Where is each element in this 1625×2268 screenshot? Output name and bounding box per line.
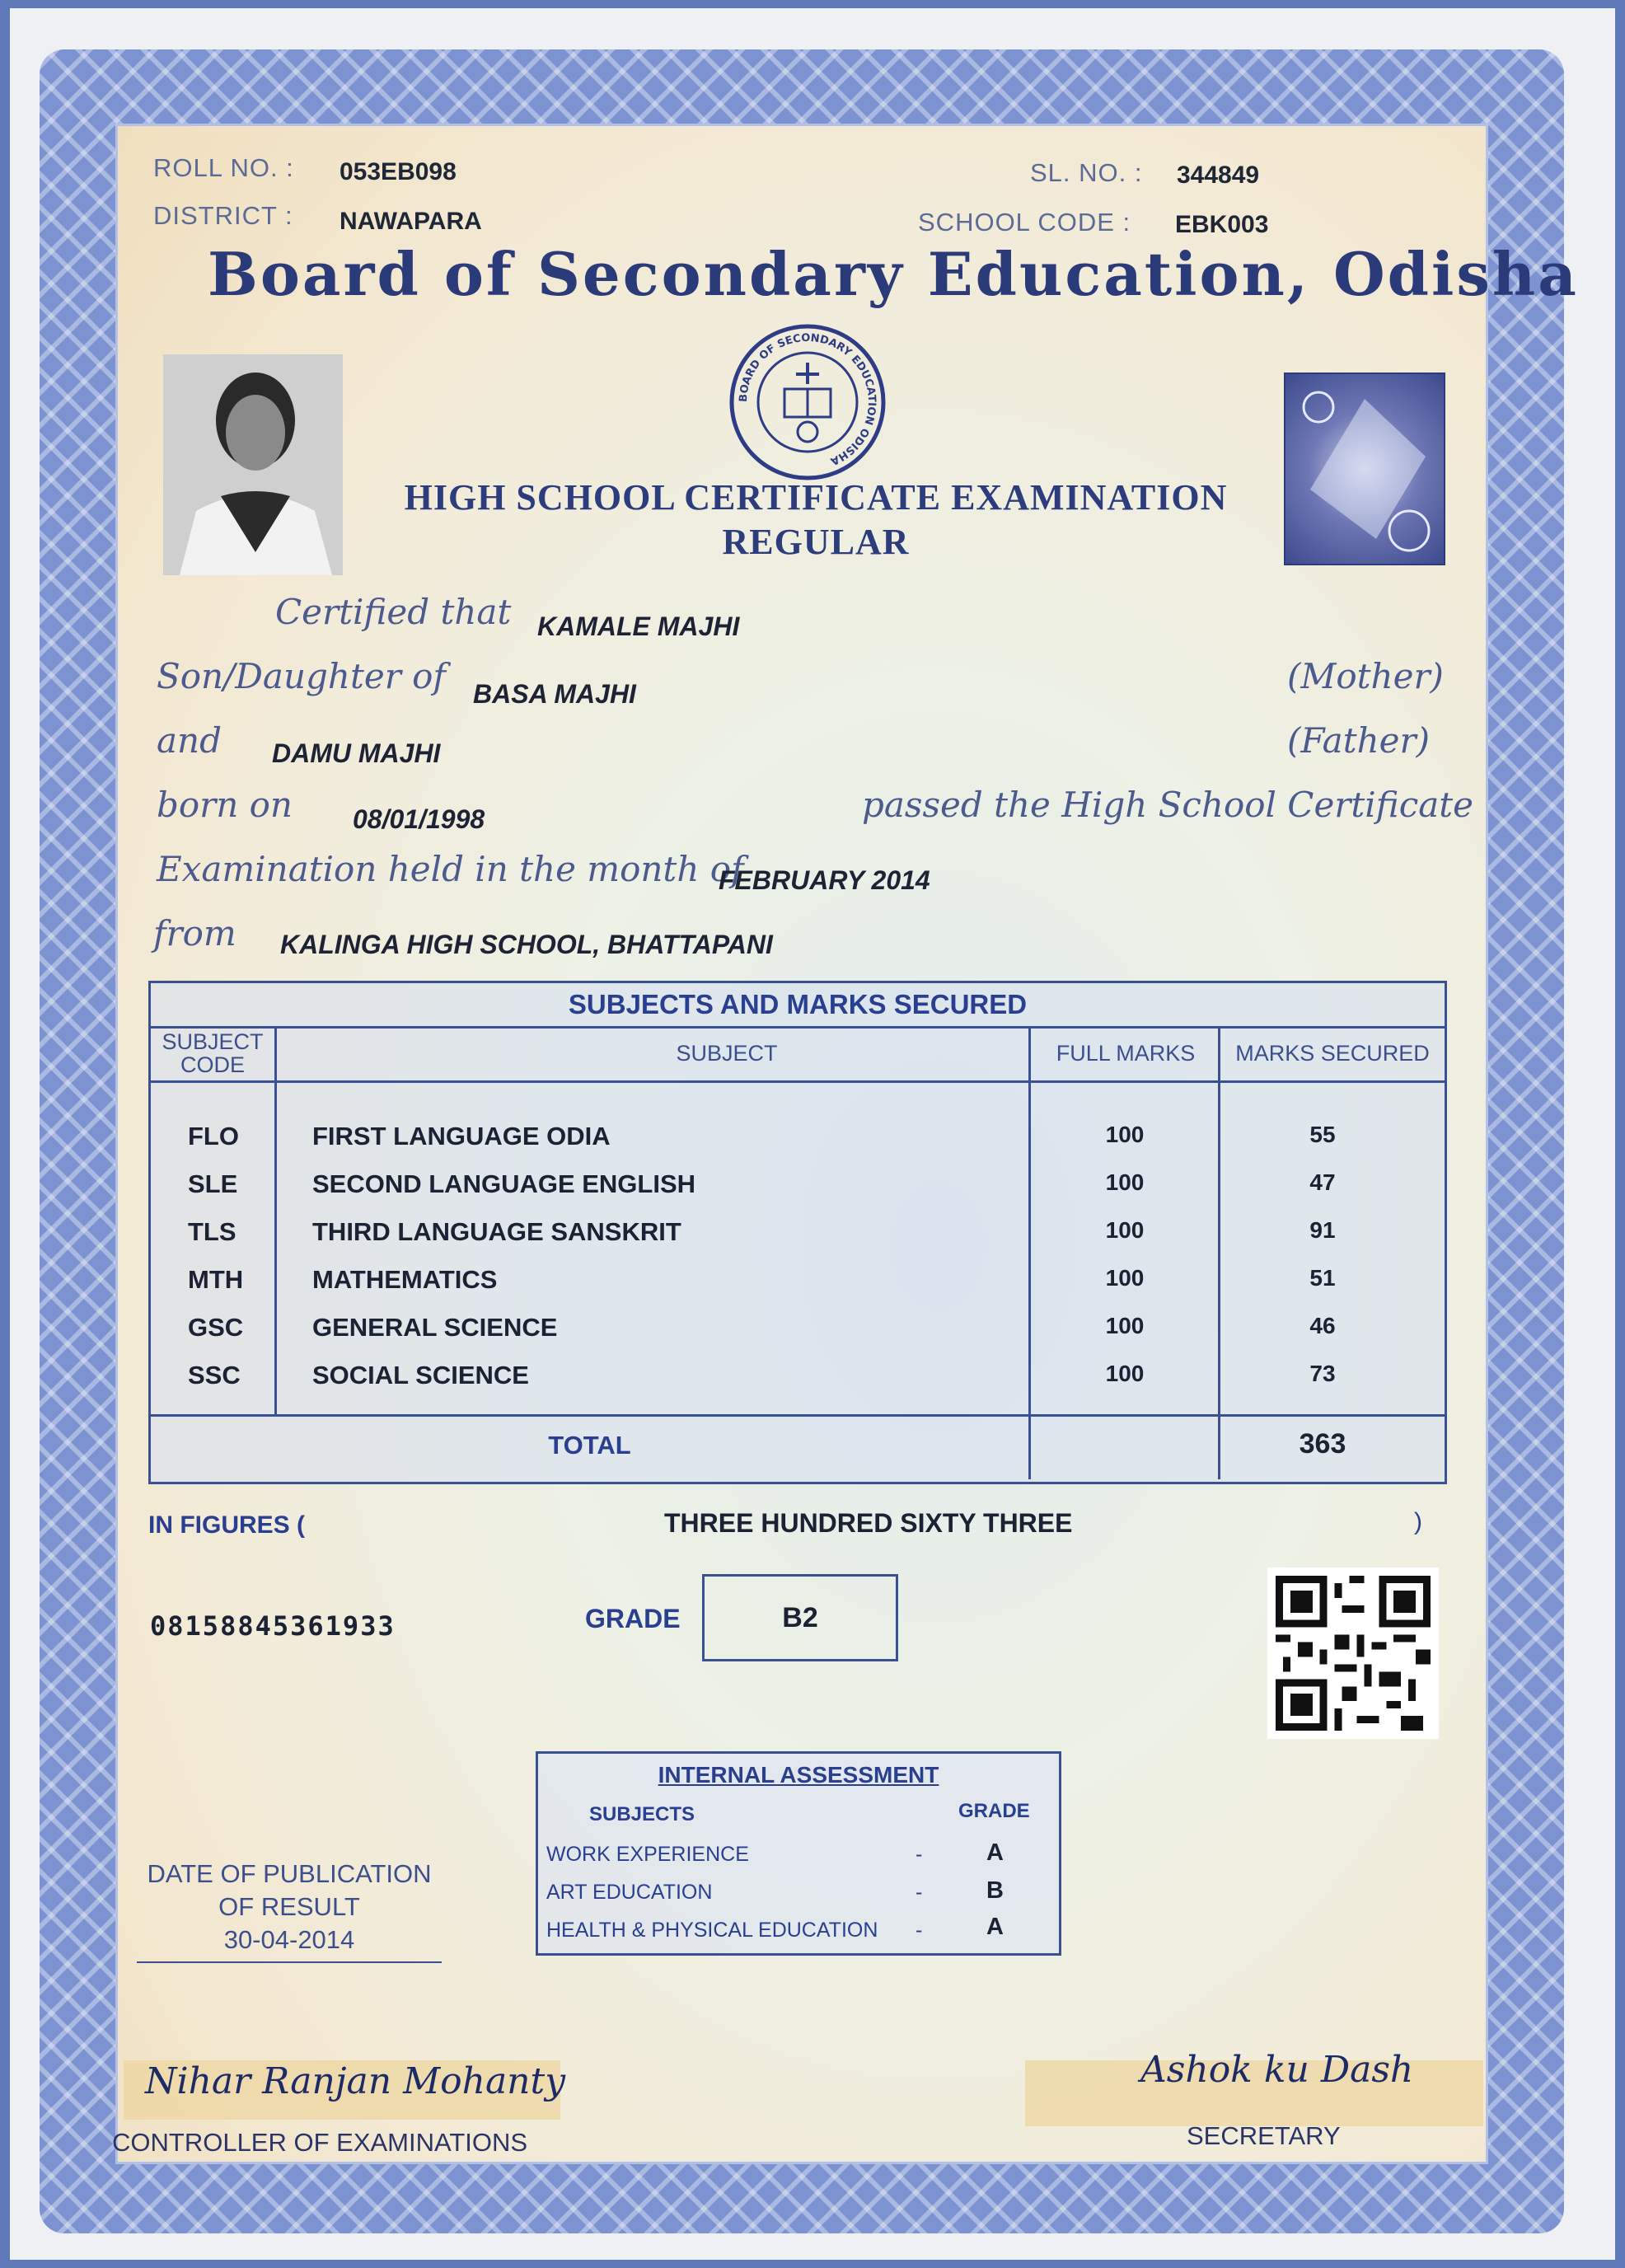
- exam-type: REGULAR: [722, 522, 910, 562]
- mother-name: BASA MAJHI: [473, 679, 636, 709]
- ia-dash: -: [916, 1919, 923, 1942]
- row-code: MTH: [188, 1265, 244, 1294]
- row-secured: 73: [1309, 1361, 1336, 1386]
- col-header-code-line2: CODE: [180, 1052, 245, 1077]
- row-subject: FIRST LANGUAGE ODIA: [312, 1122, 611, 1150]
- row-full: 100: [1105, 1217, 1145, 1243]
- student-photo: [163, 354, 343, 575]
- secretary-label: SECRETARY: [1187, 2121, 1341, 2150]
- row-secured: 55: [1309, 1122, 1336, 1147]
- controller-label: CONTROLLER OF EXAMINATIONS: [112, 2128, 528, 2157]
- ia-subject: WORK EXPERIENCE: [546, 1843, 749, 1866]
- ia-grade: B: [986, 1877, 1004, 1904]
- school-code-label: SCHOOL CODE :: [918, 208, 1131, 237]
- son-daughter-label: Son/Daughter of: [157, 656, 446, 696]
- exam-month-label: Examination held in the month of: [157, 849, 744, 889]
- qr-code-icon: [1276, 1576, 1431, 1731]
- date-of-birth: 08/01/1998: [353, 804, 485, 834]
- col-header-code: [151, 1029, 274, 1080]
- row-full: 100: [1105, 1122, 1145, 1147]
- divider-code: [274, 1029, 277, 1414]
- father-label: (Father): [1287, 720, 1430, 761]
- marks-table: [148, 981, 1447, 1484]
- publication-line2: OF RESULT: [218, 1892, 360, 1921]
- roll-value: 053EB098: [340, 158, 457, 185]
- marks-table-title: SUBJECTS AND MARKS SECURED: [151, 983, 1445, 1029]
- sl-label: SL. NO. :: [1030, 158, 1143, 187]
- publication-date: 30-04-2014: [223, 1925, 355, 1954]
- row-code: TLS: [188, 1217, 236, 1246]
- grade-label: GRADE: [585, 1604, 681, 1633]
- ia-dash: -: [916, 1881, 923, 1904]
- father-name: DAMU MAJHI: [272, 738, 441, 768]
- row-subject: SOCIAL SCIENCE: [312, 1361, 529, 1389]
- total-divider: [151, 1414, 1445, 1417]
- ia-grade: A: [986, 1839, 1004, 1866]
- row-full: 100: [1105, 1265, 1145, 1291]
- col-header-subject: SUBJECT: [676, 1041, 778, 1066]
- certified-label: Certified that: [275, 592, 512, 632]
- marks-in-words: THREE HUNDRED SIXTY THREE: [664, 1508, 1073, 1538]
- publication-date-block: [137, 1858, 442, 1963]
- certificate-number: 08158845361933: [150, 1610, 396, 1642]
- ia-subjects-header: SUBJECTS: [589, 1803, 695, 1825]
- row-secured: 47: [1309, 1169, 1336, 1195]
- divider-secured: [1218, 1029, 1220, 1479]
- row-full: 100: [1105, 1169, 1145, 1195]
- row-full: 100: [1105, 1313, 1145, 1338]
- board-title: Board of Secondary Education, Odisha: [208, 239, 1579, 309]
- seal-text: BOARD OF SECONDARY EDUCATION ODISHA: [737, 331, 878, 467]
- sl-value: 344849: [1177, 162, 1260, 189]
- roll-label: ROLL NO. :: [153, 153, 294, 182]
- row-code: FLO: [188, 1122, 239, 1150]
- row-code: SSC: [188, 1361, 241, 1389]
- row-secured: 46: [1309, 1313, 1336, 1338]
- total-value: 363: [1299, 1428, 1346, 1460]
- row-subject: GENERAL SCIENCE: [312, 1313, 558, 1342]
- district-value: NAWAPARA: [340, 208, 482, 235]
- internal-assessment-title: INTERNAL ASSESSMENT: [658, 1762, 939, 1788]
- row-subject: SECOND LANGUAGE ENGLISH: [312, 1169, 696, 1198]
- divider-full: [1028, 1029, 1031, 1479]
- hologram-pattern: [1285, 374, 1444, 564]
- row-secured: 51: [1309, 1265, 1336, 1291]
- ia-grade: A: [986, 1914, 1004, 1940]
- ia-grade-header: GRADE: [958, 1800, 1030, 1822]
- row-subject: MATHEMATICS: [312, 1265, 498, 1294]
- board-seal: [727, 321, 888, 483]
- passed-label: passed the High School Certificate: [862, 785, 1473, 825]
- student-photo-image: [163, 354, 343, 575]
- col-header-marks-secured: MARKS SECURED: [1235, 1041, 1430, 1066]
- hologram-sticker: [1284, 373, 1445, 565]
- ia-subject: ART EDUCATION: [546, 1881, 713, 1904]
- controller-signature: Nihar Ranjan Mohanty: [145, 2060, 566, 2102]
- qr-code: [1267, 1567, 1439, 1739]
- in-figures-label: IN FIGURES (: [148, 1511, 306, 1539]
- from-label: from: [153, 913, 236, 954]
- and-label: and: [157, 720, 222, 761]
- grade-value: B2: [702, 1574, 898, 1661]
- publication-underline: [137, 1961, 442, 1963]
- col-header-code-line1: SUBJECT: [162, 1029, 264, 1054]
- internal-assessment-box: [536, 1751, 1061, 1956]
- row-code: SLE: [188, 1169, 238, 1198]
- school-name: KALINGA HIGH SCHOOL, BHATTAPANI: [280, 930, 773, 959]
- ia-dash: -: [916, 1843, 923, 1866]
- publication-line1: DATE OF PUBLICATION: [147, 1859, 432, 1888]
- exam-month: FEBRUARY 2014: [719, 865, 930, 895]
- candidate-name: KAMALE MAJHI: [537, 612, 740, 641]
- row-secured: 91: [1309, 1217, 1336, 1243]
- born-label: born on: [157, 785, 293, 825]
- row-full: 100: [1105, 1361, 1145, 1386]
- board-seal-emblem: [727, 321, 888, 483]
- ia-subject: HEALTH & PHYSICAL EDUCATION: [546, 1919, 878, 1942]
- in-figures-close: ): [1414, 1508, 1422, 1535]
- total-label: TOTAL: [548, 1431, 631, 1460]
- header-divider: [151, 1080, 1445, 1083]
- school-code-value: EBK003: [1175, 211, 1269, 238]
- mother-label: (Mother): [1287, 656, 1444, 696]
- district-label: DISTRICT :: [153, 201, 293, 230]
- row-subject: THIRD LANGUAGE SANSKRIT: [312, 1217, 681, 1246]
- col-header-full-marks: FULL MARKS: [1056, 1041, 1196, 1066]
- row-code: GSC: [188, 1313, 244, 1342]
- secretary-signature: Ashok ku Dash: [1140, 2049, 1414, 2091]
- exam-title: HIGH SCHOOL CERTIFICATE EXAMINATION: [404, 477, 1228, 518]
